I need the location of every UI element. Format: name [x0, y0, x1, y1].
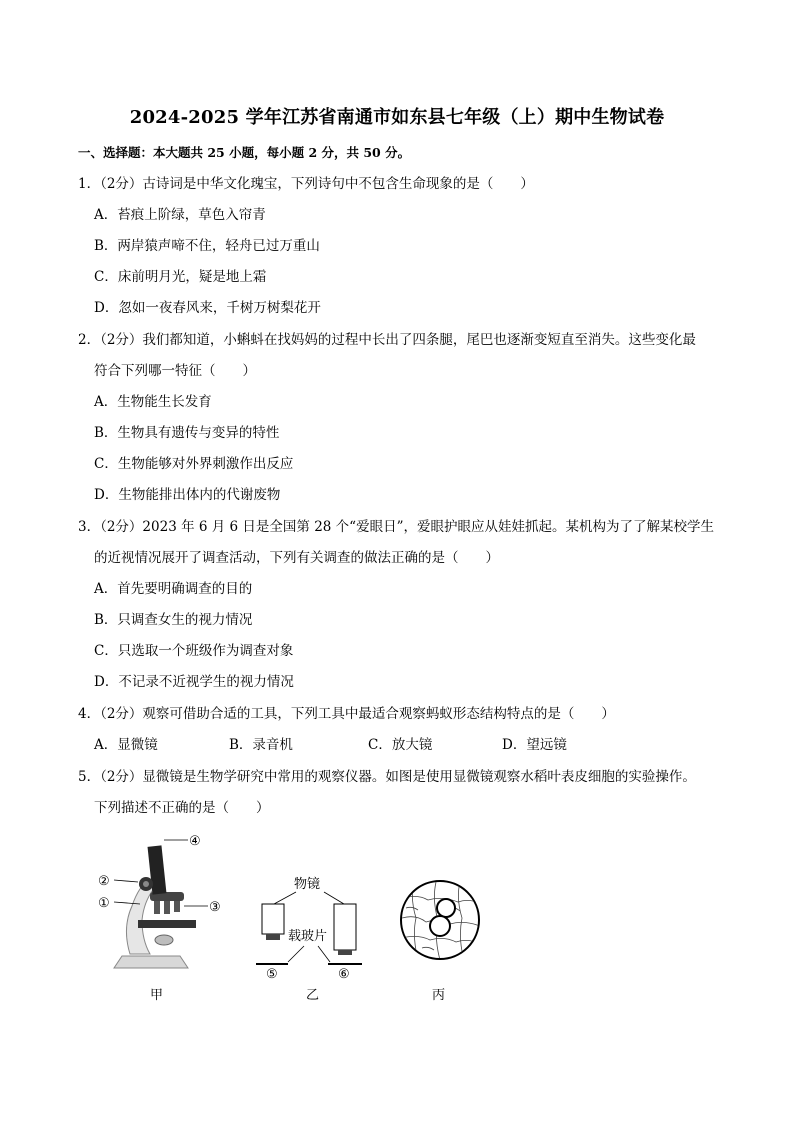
label-4: ④ — [189, 834, 201, 849]
question-3-stem-line2: 的近视情况展开了调查活动，下列有关调查的做法正确的是（ ） — [94, 550, 499, 566]
figure-caption-bing: 丙 — [432, 988, 446, 1003]
question-1-option-a[interactable]: A．苔痕上阶绿，草色入帘青 — [94, 207, 266, 223]
question-2-option-b[interactable]: B．生物具有遗传与变异的特性 — [94, 425, 280, 441]
label-3: ③ — [209, 900, 221, 915]
question-4-option-c[interactable]: C．放大镜 — [368, 737, 433, 753]
objective-label: 物镜 — [294, 877, 321, 892]
question-3-option-a[interactable]: A．首先要明确调查的目的 — [94, 581, 253, 597]
question-4-option-d[interactable]: D．望远镜 — [502, 737, 567, 753]
question-2-option-a[interactable]: A．生物能生长发育 — [94, 394, 212, 410]
section-heading: 一、选择题：本大题共 25 小题，每小题 2 分，共 50 分。 — [78, 145, 411, 160]
question-2-stem-line1: 2．（2分）我们都知道，小蝌蚪在找妈妈的过程中长出了四条腿，尾巴也逐渐变短直至消失。这些变化最 — [78, 332, 696, 348]
question-1-stem: 1．（2分）古诗词是中华文化瑰宝，下列诗句中不包含生命现象的是（ ） — [78, 176, 534, 192]
label-1: ① — [98, 896, 110, 911]
field-of-view-figure — [398, 878, 482, 962]
microscope-figure — [92, 828, 232, 976]
question-2-option-c[interactable]: C．生物能够对外界刺激作出反应 — [94, 456, 294, 472]
question-2-stem-line2: 符合下列哪一特征（ ） — [94, 363, 256, 379]
question-5-stem-line2: 下列描述不正确的是（ ） — [94, 800, 270, 816]
question-1-option-c[interactable]: C．床前明月光，疑是地上霜 — [94, 269, 267, 285]
question-4-option-a[interactable]: A．显微镜 — [94, 737, 158, 753]
question-5-stem-line1: 5．（2分）显微镜是生物学研究中常用的观察仪器。如图是使用显微镜观察水稻叶表皮细胞的实验操作。 — [78, 769, 696, 785]
figure-caption-jia: 甲 — [150, 988, 164, 1003]
objective-slide-figure — [252, 870, 372, 980]
label-6: ⑥ — [338, 967, 350, 980]
page-title: 2024-2025 学年江苏省南通市如东县七年级（上）期中生物试卷 — [129, 107, 665, 128]
question-1-option-b[interactable]: B．两岸猿声啼不住，轻舟已过万重山 — [94, 238, 320, 254]
slide-label: 载玻片 — [288, 929, 328, 944]
question-3-stem-line1: 3．（2分）2023 年 6 月 6 日是全国第 28 个“爱眼日”，爱眼护眼应从娃娃抓起。某机构为了了解某校学生 — [78, 519, 714, 535]
question-3-option-d[interactable]: D．不记录不近视学生的视力情况 — [94, 674, 294, 690]
question-3-option-c[interactable]: C．只选取一个班级作为调查对象 — [94, 643, 294, 659]
question-4-option-b[interactable]: B．录音机 — [229, 737, 293, 753]
question-3-option-b[interactable]: B．只调查女生的视力情况 — [94, 612, 253, 628]
question-2-option-d[interactable]: D．生物能排出体内的代谢废物 — [94, 487, 281, 503]
figure-caption-yi: 乙 — [306, 988, 320, 1003]
question-4-stem: 4．（2分）观察可借助合适的工具，下列工具中最适合观察蚂蚁形态结构特点的是（ ） — [78, 706, 615, 722]
label-5: ⑤ — [266, 967, 278, 980]
question-1-option-d[interactable]: D．忽如一夜春风来，千树万树梨花开 — [94, 300, 321, 316]
label-2: ② — [98, 874, 110, 889]
